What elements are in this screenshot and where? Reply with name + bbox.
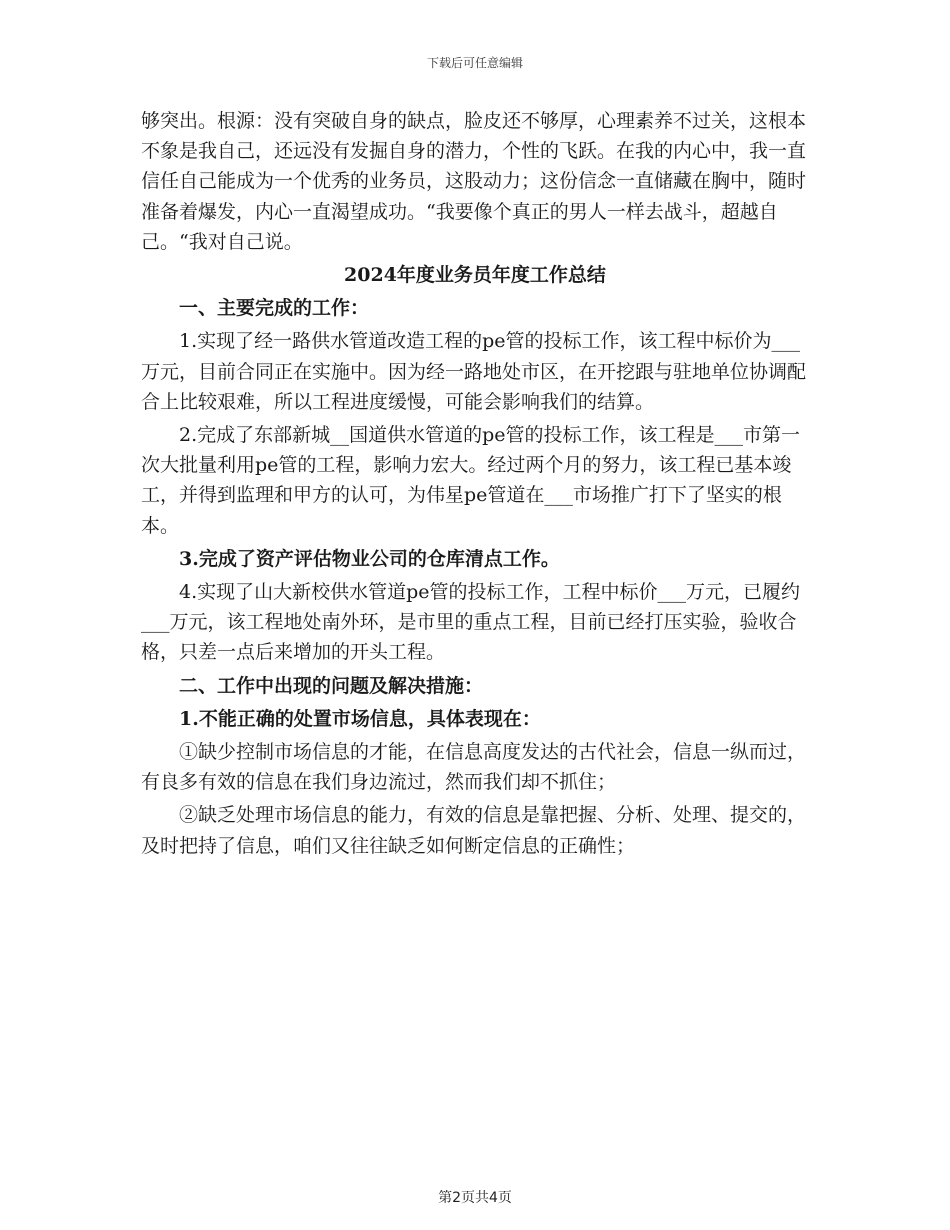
section-heading-main-work: 一、主要完成的工作： — [179, 297, 370, 320]
work-item-2: 2.完成了东部新城__国道供水管道的pe管的投标工作，该工程是___市第一次大批量利用pe管的工程，影响力宏大。经过两个月的努力，该工程已基本竣工，并得到监理和甲方的认可，为伟星pe管道在___市场推广打下了坚实的根本。 — [141, 424, 801, 537]
work-item-1: 1.实现了经一路供水管道改造工程的pe管的投标工作，该工程中标价为___万元，目前合同正在实施中。因为经一路地处市区，在开挖跟与驻地单位协调配合上比较艰难，所以工程进度缓慢，可能会影响我们的结算。 — [141, 330, 807, 413]
page-number: 第2页共4页 — [438, 1190, 512, 1206]
problem-point-2: ②缺乏处理市场信息的能力，有效的信息是靠把握、分析、处理、提交的，及时把持了信息，咱们又往往缺乏如何断定信息的正确性； — [141, 804, 807, 857]
document-body — [141, 106, 809, 861]
page-header-note: 下载后可任意编辑 — [426, 56, 523, 70]
document-title: 2024年度业务员年度工作总结 — [344, 264, 606, 287]
work-item-3: 3.完成了资产评估物业公司的仓库清点工作。 — [179, 547, 560, 570]
work-item-4: 4.实现了山大新校供水管道pe管的投标工作，工程中标价___万元，已履约___万元，该工程地处南外环，是市里的重点工程，目前已经打压实验，验收合格，只差一点后来增加的开头工程。 — [141, 581, 801, 664]
intro-paragraph: 够突出。根源：没有突破自身的缺点，脸皮还不够厚，心理素养不过关，这根本不象是我自己，还远没有发掘自身的潜力，个性的飞跃。在我的内心中，我一直信任自己能成为一个优秀的业务员，这股动力；这份信念一直储藏在胸中，随时准备着爆发，内心一直渴望成功。“我要像个真正的男人一样去战斗，超越自己。“我对自己说。 — [141, 110, 807, 253]
subsection-heading-market-info: 1.不能正确的处置市场信息，具体表现在： — [179, 707, 541, 730]
section-heading-problems: 二、工作中出现的问题及解决措施： — [179, 674, 484, 697]
problem-point-1: ①缺少控制市场信息的才能，在信息高度发达的古代社会，信息一纵而过，有良多有效的信息在我们身边流过，然而我们却不抓住； — [141, 741, 807, 794]
